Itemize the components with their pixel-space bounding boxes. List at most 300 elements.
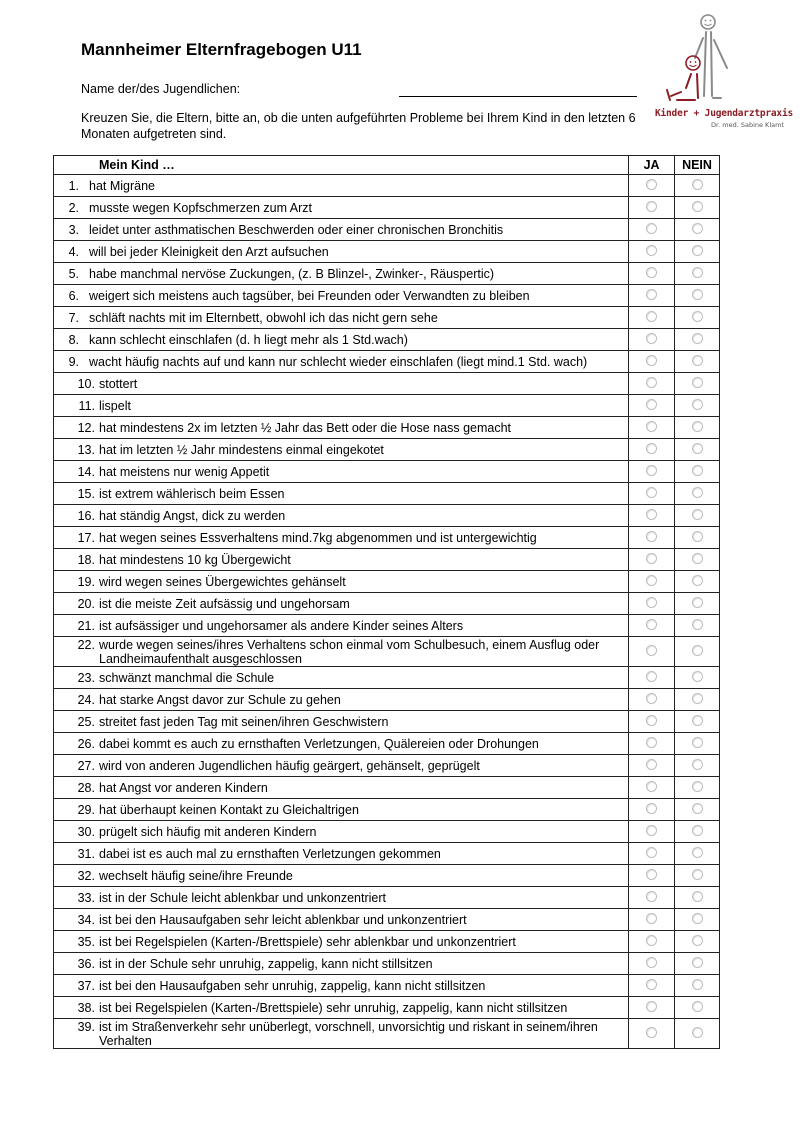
yes-radio[interactable] bbox=[646, 759, 657, 770]
no-radio[interactable] bbox=[692, 245, 703, 256]
item-number: 29. bbox=[77, 803, 95, 817]
table-row bbox=[54, 285, 720, 307]
table-row bbox=[54, 549, 720, 571]
table-row bbox=[54, 175, 720, 197]
no-cell bbox=[675, 909, 720, 931]
item-cell bbox=[54, 667, 629, 689]
item-cell bbox=[54, 219, 629, 241]
no-radio[interactable] bbox=[692, 509, 703, 520]
item-number: 19. bbox=[77, 575, 95, 589]
yes-radio[interactable] bbox=[646, 465, 657, 476]
item-cell bbox=[54, 263, 629, 285]
item-text: ist bei Regelspielen (Karten-/Brettspiele) sehr unruhig, zappelig, kann nicht stillsitzen bbox=[99, 1001, 568, 1015]
practice-logo bbox=[655, 8, 793, 133]
no-cell bbox=[675, 711, 720, 733]
no-radio[interactable] bbox=[692, 487, 703, 498]
yes-radio[interactable] bbox=[646, 245, 657, 256]
no-radio[interactable] bbox=[692, 957, 703, 968]
table-row bbox=[54, 329, 720, 351]
item-number: 23. bbox=[77, 671, 95, 685]
no-cell bbox=[675, 505, 720, 527]
yes-radio[interactable] bbox=[646, 803, 657, 814]
table-row bbox=[54, 373, 720, 395]
no-cell bbox=[675, 755, 720, 777]
table-row bbox=[54, 197, 720, 219]
list-item bbox=[54, 442, 628, 457]
no-radio[interactable] bbox=[692, 377, 703, 388]
table-row bbox=[54, 417, 720, 439]
no-cell bbox=[675, 351, 720, 373]
table-row bbox=[54, 755, 720, 777]
item-number: 11. bbox=[78, 399, 95, 413]
no-cell bbox=[675, 931, 720, 953]
table-row bbox=[54, 395, 720, 417]
table-row bbox=[54, 711, 720, 733]
list-item bbox=[54, 802, 628, 817]
yes-radio[interactable] bbox=[646, 869, 657, 880]
no-radio[interactable] bbox=[692, 715, 703, 726]
page-title: Mannheimer Elternfragebogen U11 bbox=[81, 40, 362, 59]
item-text: schwänzt manchmal die Schule bbox=[99, 671, 275, 685]
item-text: hat meistens nur wenig Appetit bbox=[99, 465, 270, 479]
yes-cell bbox=[629, 865, 675, 887]
logo-practice-name: Kinder + Jugendarztpraxis bbox=[655, 108, 793, 119]
no-radio[interactable] bbox=[692, 1027, 703, 1038]
name-label: Name der/des Jugendlichen: bbox=[81, 82, 241, 96]
list-item bbox=[54, 637, 628, 666]
item-cell bbox=[54, 733, 629, 755]
list-item bbox=[54, 574, 628, 589]
item-cell bbox=[54, 351, 629, 373]
yes-cell bbox=[629, 887, 675, 909]
table-row bbox=[54, 799, 720, 821]
no-cell bbox=[675, 593, 720, 615]
no-cell bbox=[675, 197, 720, 219]
no-cell bbox=[675, 953, 720, 975]
list-item bbox=[54, 486, 628, 501]
list-item bbox=[54, 714, 628, 729]
table-row bbox=[54, 615, 720, 637]
yes-cell bbox=[629, 667, 675, 689]
no-radio[interactable] bbox=[692, 421, 703, 432]
yes-cell bbox=[629, 1019, 675, 1049]
yes-cell bbox=[629, 549, 675, 571]
item-number: 26. bbox=[77, 737, 95, 751]
yes-radio[interactable] bbox=[646, 553, 657, 564]
item-text: hat wegen seines Essverhaltens mind.7kg abgenommen und ist untergewichtig bbox=[99, 531, 537, 545]
no-radio[interactable] bbox=[692, 803, 703, 814]
no-cell bbox=[675, 307, 720, 329]
item-cell bbox=[54, 417, 629, 439]
item-number: 38. bbox=[77, 1001, 95, 1015]
yes-radio[interactable] bbox=[646, 267, 657, 278]
item-text: ist bei den Hausaufgaben sehr leicht ablenkbar und unkonzentriert bbox=[99, 913, 467, 927]
item-cell bbox=[54, 571, 629, 593]
item-text: ist aufsässiger und ungehorsamer als andere Kinder seines Alters bbox=[99, 619, 464, 633]
table-row bbox=[54, 461, 720, 483]
no-radio[interactable] bbox=[692, 575, 703, 586]
table-row bbox=[54, 263, 720, 285]
table-row bbox=[54, 307, 720, 329]
yes-cell bbox=[629, 777, 675, 799]
item-number: 31. bbox=[77, 847, 95, 861]
item-cell bbox=[54, 887, 629, 909]
yes-radio[interactable] bbox=[646, 825, 657, 836]
no-cell bbox=[675, 865, 720, 887]
yes-cell bbox=[629, 395, 675, 417]
no-cell bbox=[675, 799, 720, 821]
table-row bbox=[54, 777, 720, 799]
yes-radio[interactable] bbox=[646, 619, 657, 630]
yes-radio[interactable] bbox=[646, 935, 657, 946]
item-cell bbox=[54, 615, 629, 637]
yes-radio[interactable] bbox=[646, 487, 657, 498]
list-item bbox=[54, 310, 628, 325]
table-row bbox=[54, 667, 720, 689]
yes-radio[interactable] bbox=[646, 597, 657, 608]
no-radio[interactable] bbox=[692, 671, 703, 682]
yes-cell bbox=[629, 329, 675, 351]
list-item bbox=[54, 530, 628, 545]
item-cell bbox=[54, 931, 629, 953]
list-item bbox=[54, 670, 628, 685]
no-radio[interactable] bbox=[692, 355, 703, 366]
item-text: streitet fast jeden Tag mit seinen/ihren Geschwistern bbox=[99, 715, 389, 729]
yes-cell bbox=[629, 527, 675, 549]
list-item bbox=[54, 618, 628, 633]
item-cell bbox=[54, 953, 629, 975]
item-text: hat starke Angst davor zur Schule zu gehen bbox=[99, 693, 341, 707]
no-radio[interactable] bbox=[692, 443, 703, 454]
no-radio[interactable] bbox=[692, 645, 703, 656]
no-cell bbox=[675, 373, 720, 395]
no-radio[interactable] bbox=[692, 531, 703, 542]
item-cell bbox=[54, 461, 629, 483]
list-item bbox=[54, 222, 628, 237]
yes-radio[interactable] bbox=[646, 311, 657, 322]
yes-cell bbox=[629, 615, 675, 637]
item-text: dabei kommt es auch zu ernsthaften Verletzungen, Quälereien oder Drohungen bbox=[99, 737, 539, 751]
item-cell bbox=[54, 799, 629, 821]
item-cell bbox=[54, 527, 629, 549]
item-number: 7. bbox=[68, 311, 79, 325]
item-number: 12. bbox=[77, 421, 95, 435]
table-row bbox=[54, 843, 720, 865]
list-item bbox=[54, 912, 628, 927]
no-radio[interactable] bbox=[692, 289, 703, 300]
yes-cell bbox=[629, 285, 675, 307]
item-cell bbox=[54, 395, 629, 417]
yes-cell bbox=[629, 197, 675, 219]
yes-cell bbox=[629, 755, 675, 777]
item-cell bbox=[54, 307, 629, 329]
item-cell bbox=[54, 593, 629, 615]
item-text: schläft nachts mit im Elternbett, obwohl ich das nicht gern sehe bbox=[89, 311, 438, 325]
no-cell bbox=[675, 395, 720, 417]
table-row bbox=[54, 571, 720, 593]
yes-cell bbox=[629, 821, 675, 843]
table-row bbox=[54, 241, 720, 263]
list-item bbox=[54, 1000, 628, 1015]
column-header-no: NEIN bbox=[675, 156, 720, 175]
name-input-line[interactable] bbox=[399, 96, 637, 97]
no-cell bbox=[675, 571, 720, 593]
instructions: Kreuzen Sie, die Eltern, bitte an, ob die unten aufgeführten Probleme bei Ihrem Kind in den letzten 6 Monaten aufgetreten sind. bbox=[81, 111, 636, 141]
column-header-item: Mein Kind … bbox=[54, 156, 629, 175]
item-number: 4. bbox=[68, 245, 79, 259]
item-number: 15. bbox=[77, 487, 95, 501]
yes-cell bbox=[629, 571, 675, 593]
yes-cell bbox=[629, 263, 675, 285]
item-text: ist bei den Hausaufgaben sehr unruhig, zappelig, kann nicht stillsitzen bbox=[99, 979, 486, 993]
item-text: ist extrem wählerisch beim Essen bbox=[99, 487, 285, 501]
item-number: 28. bbox=[77, 781, 95, 795]
yes-cell bbox=[629, 219, 675, 241]
item-number: 13. bbox=[77, 443, 95, 457]
item-number: 36. bbox=[77, 957, 95, 971]
no-radio[interactable] bbox=[692, 825, 703, 836]
yes-cell bbox=[629, 843, 675, 865]
item-cell bbox=[54, 483, 629, 505]
questionnaire-table bbox=[53, 155, 720, 1049]
table-row bbox=[54, 865, 720, 887]
column-header-yes: JA bbox=[629, 156, 675, 175]
yes-cell bbox=[629, 711, 675, 733]
yes-radio[interactable] bbox=[646, 913, 657, 924]
table-row bbox=[54, 689, 720, 711]
item-text: wird wegen seines Übergewichtes gehänselt bbox=[99, 575, 346, 589]
item-cell bbox=[54, 755, 629, 777]
yes-radio[interactable] bbox=[646, 421, 657, 432]
list-item bbox=[54, 758, 628, 773]
item-cell bbox=[54, 997, 629, 1019]
item-text: ist bei Regelspielen (Karten-/Brettspiele) sehr ablenkbar und unkonzentriert bbox=[99, 935, 516, 949]
yes-radio[interactable] bbox=[646, 737, 657, 748]
list-item bbox=[54, 376, 628, 391]
yes-cell bbox=[629, 975, 675, 997]
no-radio[interactable] bbox=[692, 869, 703, 880]
no-cell bbox=[675, 733, 720, 755]
no-radio[interactable] bbox=[692, 619, 703, 630]
yes-radio[interactable] bbox=[646, 179, 657, 190]
no-radio[interactable] bbox=[692, 201, 703, 212]
item-cell bbox=[54, 1019, 629, 1049]
item-cell bbox=[54, 285, 629, 307]
item-number: 14. bbox=[77, 465, 95, 479]
no-cell bbox=[675, 637, 720, 667]
item-number: 10. bbox=[77, 377, 95, 391]
no-cell bbox=[675, 329, 720, 351]
list-item bbox=[54, 846, 628, 861]
yes-cell bbox=[629, 483, 675, 505]
item-cell bbox=[54, 373, 629, 395]
item-text: wurde wegen seines/ihres Verhaltens schon einmal vom Schulbesuch, einem Ausflug oder Landheimaufenthalt ausgeschlossen bbox=[99, 638, 600, 666]
no-cell bbox=[675, 1019, 720, 1049]
no-radio[interactable] bbox=[692, 597, 703, 608]
yes-radio[interactable] bbox=[646, 693, 657, 704]
item-text: kann schlecht einschlafen (d. h liegt mehr als 1 Std.wach) bbox=[89, 333, 408, 347]
item-number: 17. bbox=[77, 531, 95, 545]
item-text: will bei jeder Kleinigkeit den Arzt aufsuchen bbox=[89, 245, 329, 259]
yes-radio[interactable] bbox=[646, 509, 657, 520]
no-cell bbox=[675, 439, 720, 461]
list-item bbox=[54, 956, 628, 971]
no-radio[interactable] bbox=[692, 465, 703, 476]
yes-cell bbox=[629, 637, 675, 667]
table-row bbox=[54, 997, 720, 1019]
item-number: 33. bbox=[77, 891, 95, 905]
table-row bbox=[54, 887, 720, 909]
item-number: 16. bbox=[77, 509, 95, 523]
item-number: 6. bbox=[68, 289, 79, 303]
item-cell bbox=[54, 777, 629, 799]
item-number: 18. bbox=[77, 553, 95, 567]
table-row bbox=[54, 975, 720, 997]
item-cell bbox=[54, 197, 629, 219]
no-radio[interactable] bbox=[692, 333, 703, 344]
item-text: ist in der Schule leicht ablenkbar und unkonzentriert bbox=[99, 891, 386, 905]
yes-cell bbox=[629, 351, 675, 373]
no-cell bbox=[675, 241, 720, 263]
no-radio[interactable] bbox=[692, 847, 703, 858]
no-radio[interactable] bbox=[692, 311, 703, 322]
item-text: wacht häufig nachts auf und kann nur schlecht wieder einschlafen (liegt mind.1 Std. wach) bbox=[89, 355, 588, 369]
no-cell bbox=[675, 615, 720, 637]
yes-radio[interactable] bbox=[646, 715, 657, 726]
list-item bbox=[54, 464, 628, 479]
no-radio[interactable] bbox=[692, 781, 703, 792]
yes-radio[interactable] bbox=[646, 957, 657, 968]
yes-radio[interactable] bbox=[646, 979, 657, 990]
table-row bbox=[54, 909, 720, 931]
item-text: ist in der Schule sehr unruhig, zappelig, kann nicht stillsitzen bbox=[99, 957, 433, 971]
list-item bbox=[54, 354, 628, 369]
yes-cell bbox=[629, 733, 675, 755]
table-row bbox=[54, 637, 720, 667]
yes-cell bbox=[629, 175, 675, 197]
yes-cell bbox=[629, 931, 675, 953]
logo-doctor-name: Dr. med. Sabine Klamt bbox=[711, 121, 784, 129]
yes-radio[interactable] bbox=[646, 355, 657, 366]
yes-cell bbox=[629, 417, 675, 439]
item-number: 30. bbox=[77, 825, 95, 839]
item-number: 9. bbox=[68, 355, 79, 369]
table-row bbox=[54, 931, 720, 953]
item-text: hat mindestens 2x im letzten ½ Jahr das Bett oder die Hose nass gemacht bbox=[99, 421, 512, 435]
no-radio[interactable] bbox=[692, 223, 703, 234]
no-radio[interactable] bbox=[692, 267, 703, 278]
yes-radio[interactable] bbox=[646, 1027, 657, 1038]
yes-cell bbox=[629, 505, 675, 527]
yes-cell bbox=[629, 241, 675, 263]
yes-radio[interactable] bbox=[646, 645, 657, 656]
no-radio[interactable] bbox=[692, 891, 703, 902]
list-item bbox=[54, 1019, 628, 1048]
item-cell bbox=[54, 821, 629, 843]
item-cell bbox=[54, 637, 629, 667]
no-radio[interactable] bbox=[692, 179, 703, 190]
table-row bbox=[54, 483, 720, 505]
no-radio[interactable] bbox=[692, 737, 703, 748]
no-cell bbox=[675, 417, 720, 439]
item-text: weigert sich meistens auch tagsüber, bei Freunden oder Verwandten zu bleiben bbox=[89, 289, 530, 303]
yes-cell bbox=[629, 953, 675, 975]
item-number: 3. bbox=[68, 223, 79, 237]
yes-cell bbox=[629, 439, 675, 461]
yes-radio[interactable] bbox=[646, 671, 657, 682]
yes-radio[interactable] bbox=[646, 201, 657, 212]
no-radio[interactable] bbox=[692, 759, 703, 770]
item-text: habe manchmal nervöse Zuckungen, (z. B Blinzel-, Zwinker-, Räuspertic) bbox=[89, 267, 495, 281]
yes-radio[interactable] bbox=[646, 891, 657, 902]
yes-radio[interactable] bbox=[646, 399, 657, 410]
item-cell bbox=[54, 175, 629, 197]
no-radio[interactable] bbox=[692, 553, 703, 564]
no-cell bbox=[675, 285, 720, 307]
yes-radio[interactable] bbox=[646, 847, 657, 858]
no-radio[interactable] bbox=[692, 693, 703, 704]
table-row bbox=[54, 505, 720, 527]
yes-radio[interactable] bbox=[646, 781, 657, 792]
no-cell bbox=[675, 175, 720, 197]
list-item bbox=[54, 508, 628, 523]
item-cell bbox=[54, 241, 629, 263]
yes-radio[interactable] bbox=[646, 443, 657, 454]
no-cell bbox=[675, 549, 720, 571]
list-item bbox=[54, 552, 628, 567]
item-number: 21. bbox=[77, 619, 95, 633]
yes-radio[interactable] bbox=[646, 1001, 657, 1012]
list-item bbox=[54, 890, 628, 905]
no-radio[interactable] bbox=[692, 913, 703, 924]
list-item bbox=[54, 398, 628, 413]
list-item bbox=[54, 934, 628, 949]
list-item bbox=[54, 420, 628, 435]
no-radio[interactable] bbox=[692, 399, 703, 410]
yes-radio[interactable] bbox=[646, 531, 657, 542]
family-figure-icon bbox=[655, 8, 790, 108]
list-item bbox=[54, 780, 628, 795]
table-row bbox=[54, 593, 720, 615]
no-radio[interactable] bbox=[692, 1001, 703, 1012]
no-cell bbox=[675, 219, 720, 241]
table-row bbox=[54, 733, 720, 755]
item-cell bbox=[54, 865, 629, 887]
item-cell bbox=[54, 689, 629, 711]
item-text: musste wegen Kopfschmerzen zum Arzt bbox=[89, 201, 313, 215]
yes-radio[interactable] bbox=[646, 333, 657, 344]
item-number: 32. bbox=[77, 869, 95, 883]
yes-radio[interactable] bbox=[646, 575, 657, 586]
table-row bbox=[54, 351, 720, 373]
yes-cell bbox=[629, 373, 675, 395]
table-row bbox=[54, 1019, 720, 1049]
list-item bbox=[54, 244, 628, 259]
item-text: hat überhaupt keinen Kontakt zu Gleichaltrigen bbox=[99, 803, 359, 817]
yes-radio[interactable] bbox=[646, 223, 657, 234]
no-cell bbox=[675, 997, 720, 1019]
table-row bbox=[54, 439, 720, 461]
item-number: 5. bbox=[68, 267, 79, 281]
no-radio[interactable] bbox=[692, 935, 703, 946]
no-radio[interactable] bbox=[692, 979, 703, 990]
item-cell bbox=[54, 975, 629, 997]
item-text: wird von anderen Jugendlichen häufig geärgert, gehänselt, geprügelt bbox=[99, 759, 480, 773]
yes-radio[interactable] bbox=[646, 377, 657, 388]
yes-radio[interactable] bbox=[646, 289, 657, 300]
item-number: 27. bbox=[77, 759, 95, 773]
item-number: 37. bbox=[77, 979, 95, 993]
